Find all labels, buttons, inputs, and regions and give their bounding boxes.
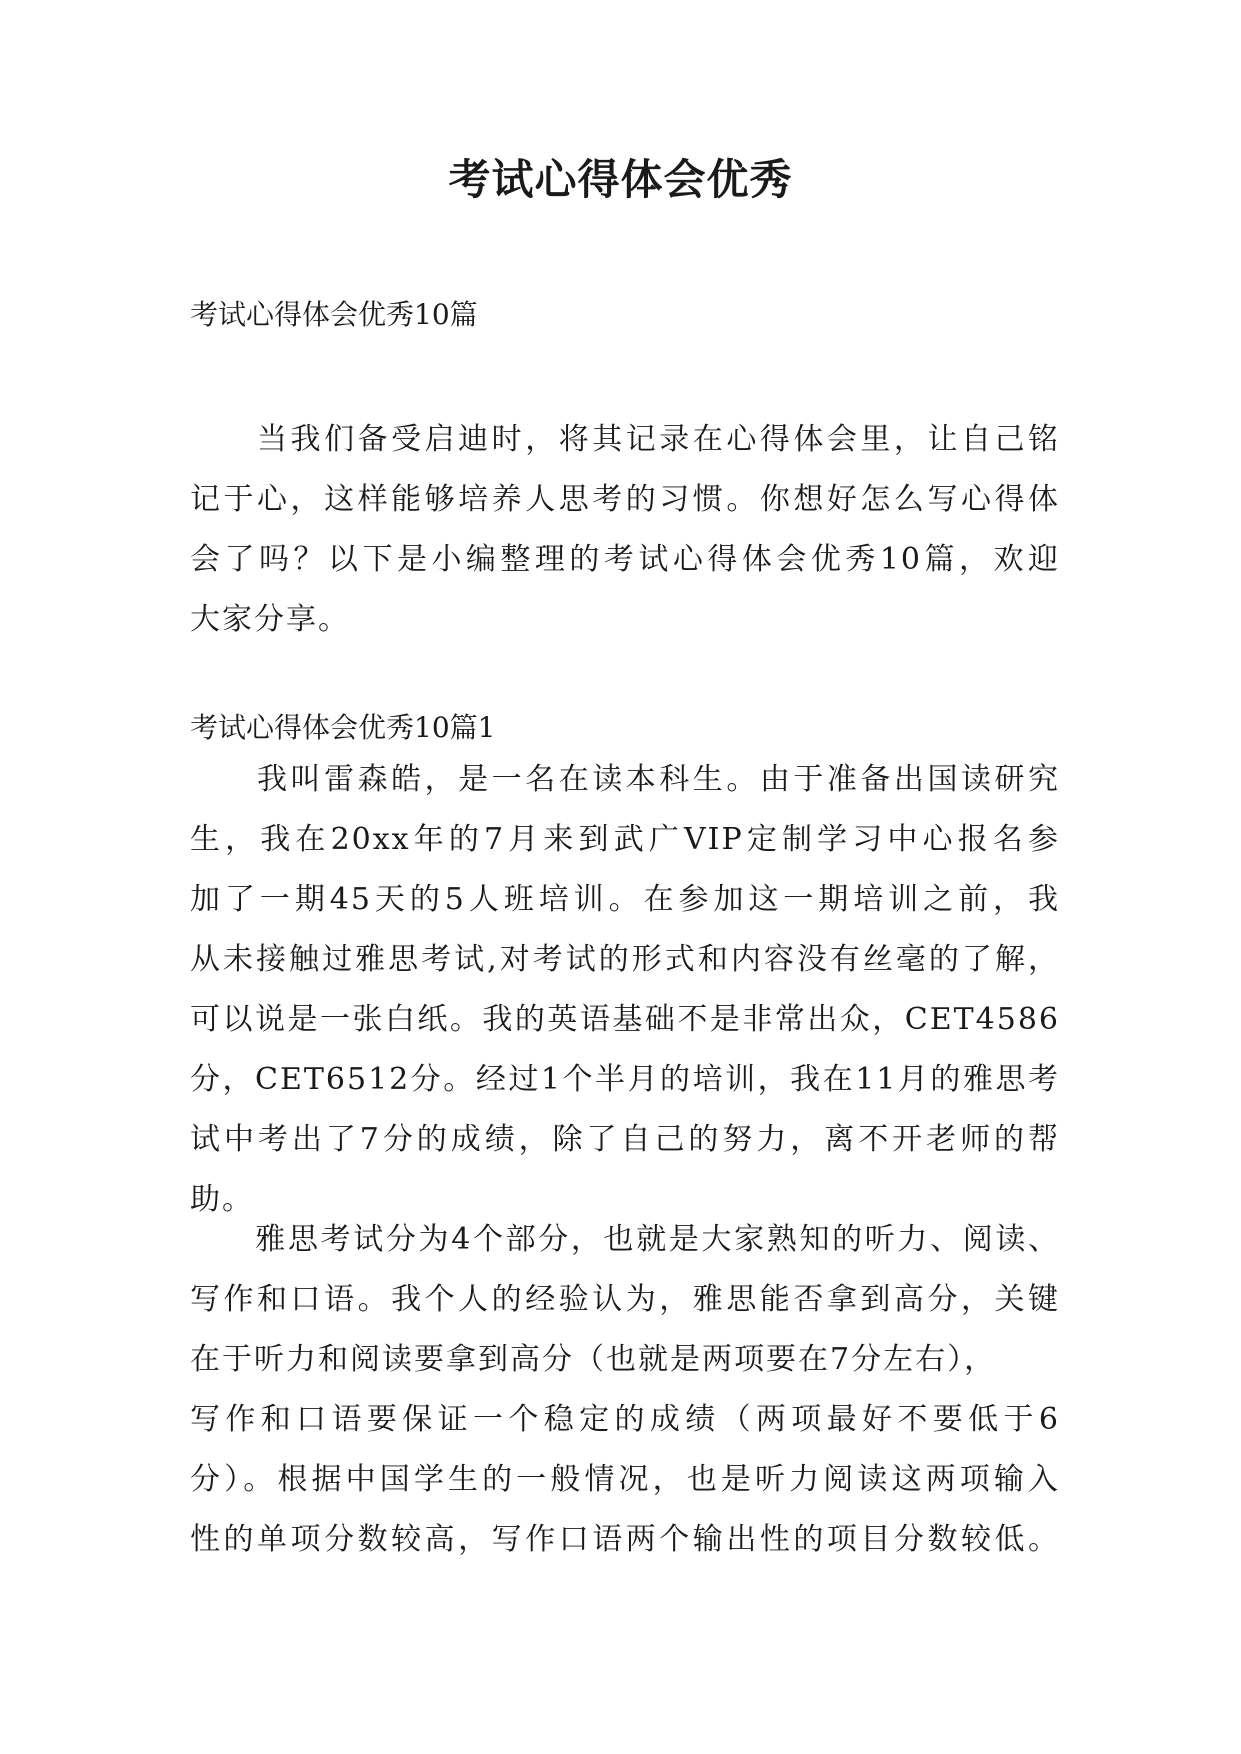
paragraph-line: 生，我在20xx年的7月来到武广VIP定制学习中心报名参 <box>190 822 1060 857</box>
paragraph-line: 可以说是一张白纸。我的英语基础不是非常出众，CET4586 <box>190 1002 1060 1037</box>
paragraph-line: 在于听力和阅读要拿到高分（也就是两项要在7分左右）， <box>190 1342 997 1377</box>
intro-line: 记于心，这样能够培养人思考的习惯。你想好怎么写心得体 <box>190 482 1060 517</box>
paragraph-line: 助。 <box>190 1182 254 1217</box>
document-title: 考试心得体会优秀 <box>448 155 793 204</box>
paragraph-line: 从未接触过雅思考试,对考试的形式和内容没有丝毫的了解， <box>190 942 1060 977</box>
paragraph-line: 我叫雷森皓，是一名在读本科生。由于准备出国读研究 <box>190 762 1060 797</box>
paragraph-line: 加了一期45天的5人班培训。在参加这一期培训之前，我 <box>190 882 1060 917</box>
paragraph-line: 分，CET6512分。经过1个半月的培训，我在11月的雅思考 <box>190 1062 1060 1097</box>
intro-line: 会了吗？以下是小编整理的考试心得体会优秀10篇，欢迎 <box>190 542 1060 577</box>
body-paragraph-2 <box>190 1210 1060 1570</box>
paragraph-line: 写作和口语。我个人的经验认为，雅思能否拿到高分，关键 <box>190 1282 1060 1317</box>
paragraph-line: 试中考出了7分的成绩，除了自己的努力，离不开老师的帮 <box>190 1122 1060 1157</box>
intro-line: 当我们备受启迪时，将其记录在心得体会里，让自己铭 <box>190 422 1060 457</box>
paragraph-line: 分）。根据中国学生的一般情况，也是听力阅读这两项输入 <box>190 1462 1060 1497</box>
intro-paragraph <box>190 410 1060 650</box>
paragraph-line: 雅思考试分为4个部分，也就是大家熟知的听力、阅读、 <box>190 1222 1060 1257</box>
paragraph-line: 性的单项分数较高，写作口语两个输出性的项目分数较低。 <box>190 1522 1060 1557</box>
section-heading: 考试心得体会优秀10篇1 <box>190 711 496 744</box>
intro-line: 大家分享。 <box>190 602 350 637</box>
document-subtitle: 考试心得体会优秀10篇 <box>190 298 478 331</box>
body-paragraph-1 <box>190 750 1060 1230</box>
paragraph-line: 写作和口语要保证一个稳定的成绩（两项最好不要低于6 <box>190 1402 1060 1437</box>
